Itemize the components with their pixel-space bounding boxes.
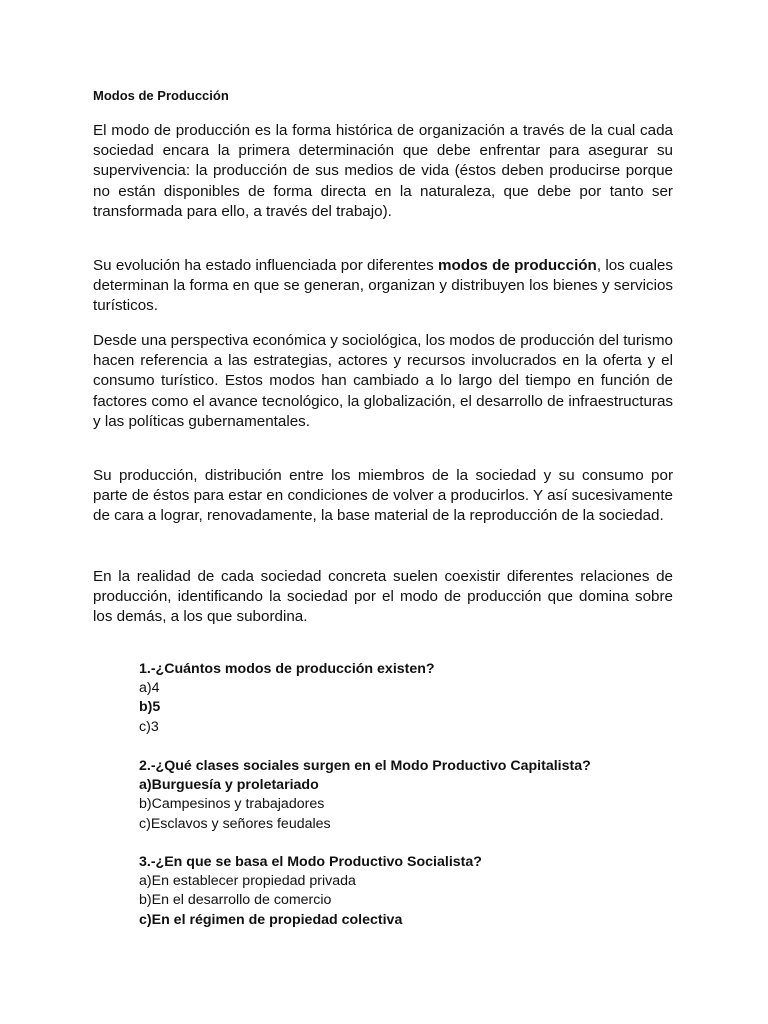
paragraph-definition: El modo de producción es la forma histórica de organización a través de la cual cada sociedad encara la primera determinación que debe enfrentar para asegurar su supervivencia: la producción de sus medios de vida (éstos deben producirse porque no están disponibles de forma directa en la naturaleza, que debe por tanto ser transformada para ello, a través del trabajo). [93,122,673,220]
paragraph-coexistence: En la realidad de cada sociedad concreta suelen coexistir diferentes relaciones de producción, identificando la sociedad por el modo de producción que domina sobre los demás, a los que subordina. [93,568,673,626]
paragraph-evolution-text-end: , los cuales determinan la forma en que se generan, organizan y distribuyen los bienes y servicios turísticos. [93,257,673,315]
paragraph-perspective: Desde una perspectiva económica y sociológica, los modos de producción del turismo hacen referencia a las estrategias, actores y recursos involucrados en la oferta y el consumo turístico. Estos modos han cambiado a lo largo del tiempo en función de factores como el avance tecnológico, la globalización, el desarrollo de infraestructuras y las políticas gubernamentales. [93,332,673,430]
quiz-option-c: c)Esclavos y señores feudales [139,815,331,832]
quiz-question-2 [139,757,679,834]
quiz-question-1 [139,660,679,737]
quiz-question-3 [139,853,679,930]
quiz-option-c: c)3 [139,718,159,735]
quiz-question-text: 1.-¿Cuántos modos de producción existen? [139,661,435,677]
quiz-option-a: a)4 [139,680,160,697]
quiz-question-text: 3.-¿En que se basa el Modo Productivo Socialista? [139,854,482,870]
quiz-option-b: b)En el desarrollo de comercio [139,892,332,909]
quiz-option-c-correct: c)En el régimen de propiedad colectiva [139,911,403,928]
paragraph-evolution-text-start: Su evolución ha estado influenciada por diferentes [93,257,439,274]
paragraph-evolution [93,256,673,317]
document-title: Modos de Producción [93,88,229,103]
quiz-option-a: a)En establecer propiedad privada [139,873,356,890]
quiz-option-b-correct: b)5 [139,699,161,716]
quiz-question-text: 2.-¿Qué clases sociales surgen en el Modo Productivo Capitalista? [139,758,591,774]
quiz-option-b: b)Campesinos y trabajadores [139,796,325,813]
quiz-option-a-correct: a)Burguesía y proletariado [139,777,319,794]
paragraph-production-distribution: Su producción, distribución entre los miembros de la sociedad y su consumo por parte de éstos para estar en condiciones de volver a producirlos. Y así sucesivamente de cara a lograr, renovadamente, la base material de la reproducción de la sociedad. [93,467,673,525]
paragraph-evolution-emphasis: modos de producción [438,257,597,274]
